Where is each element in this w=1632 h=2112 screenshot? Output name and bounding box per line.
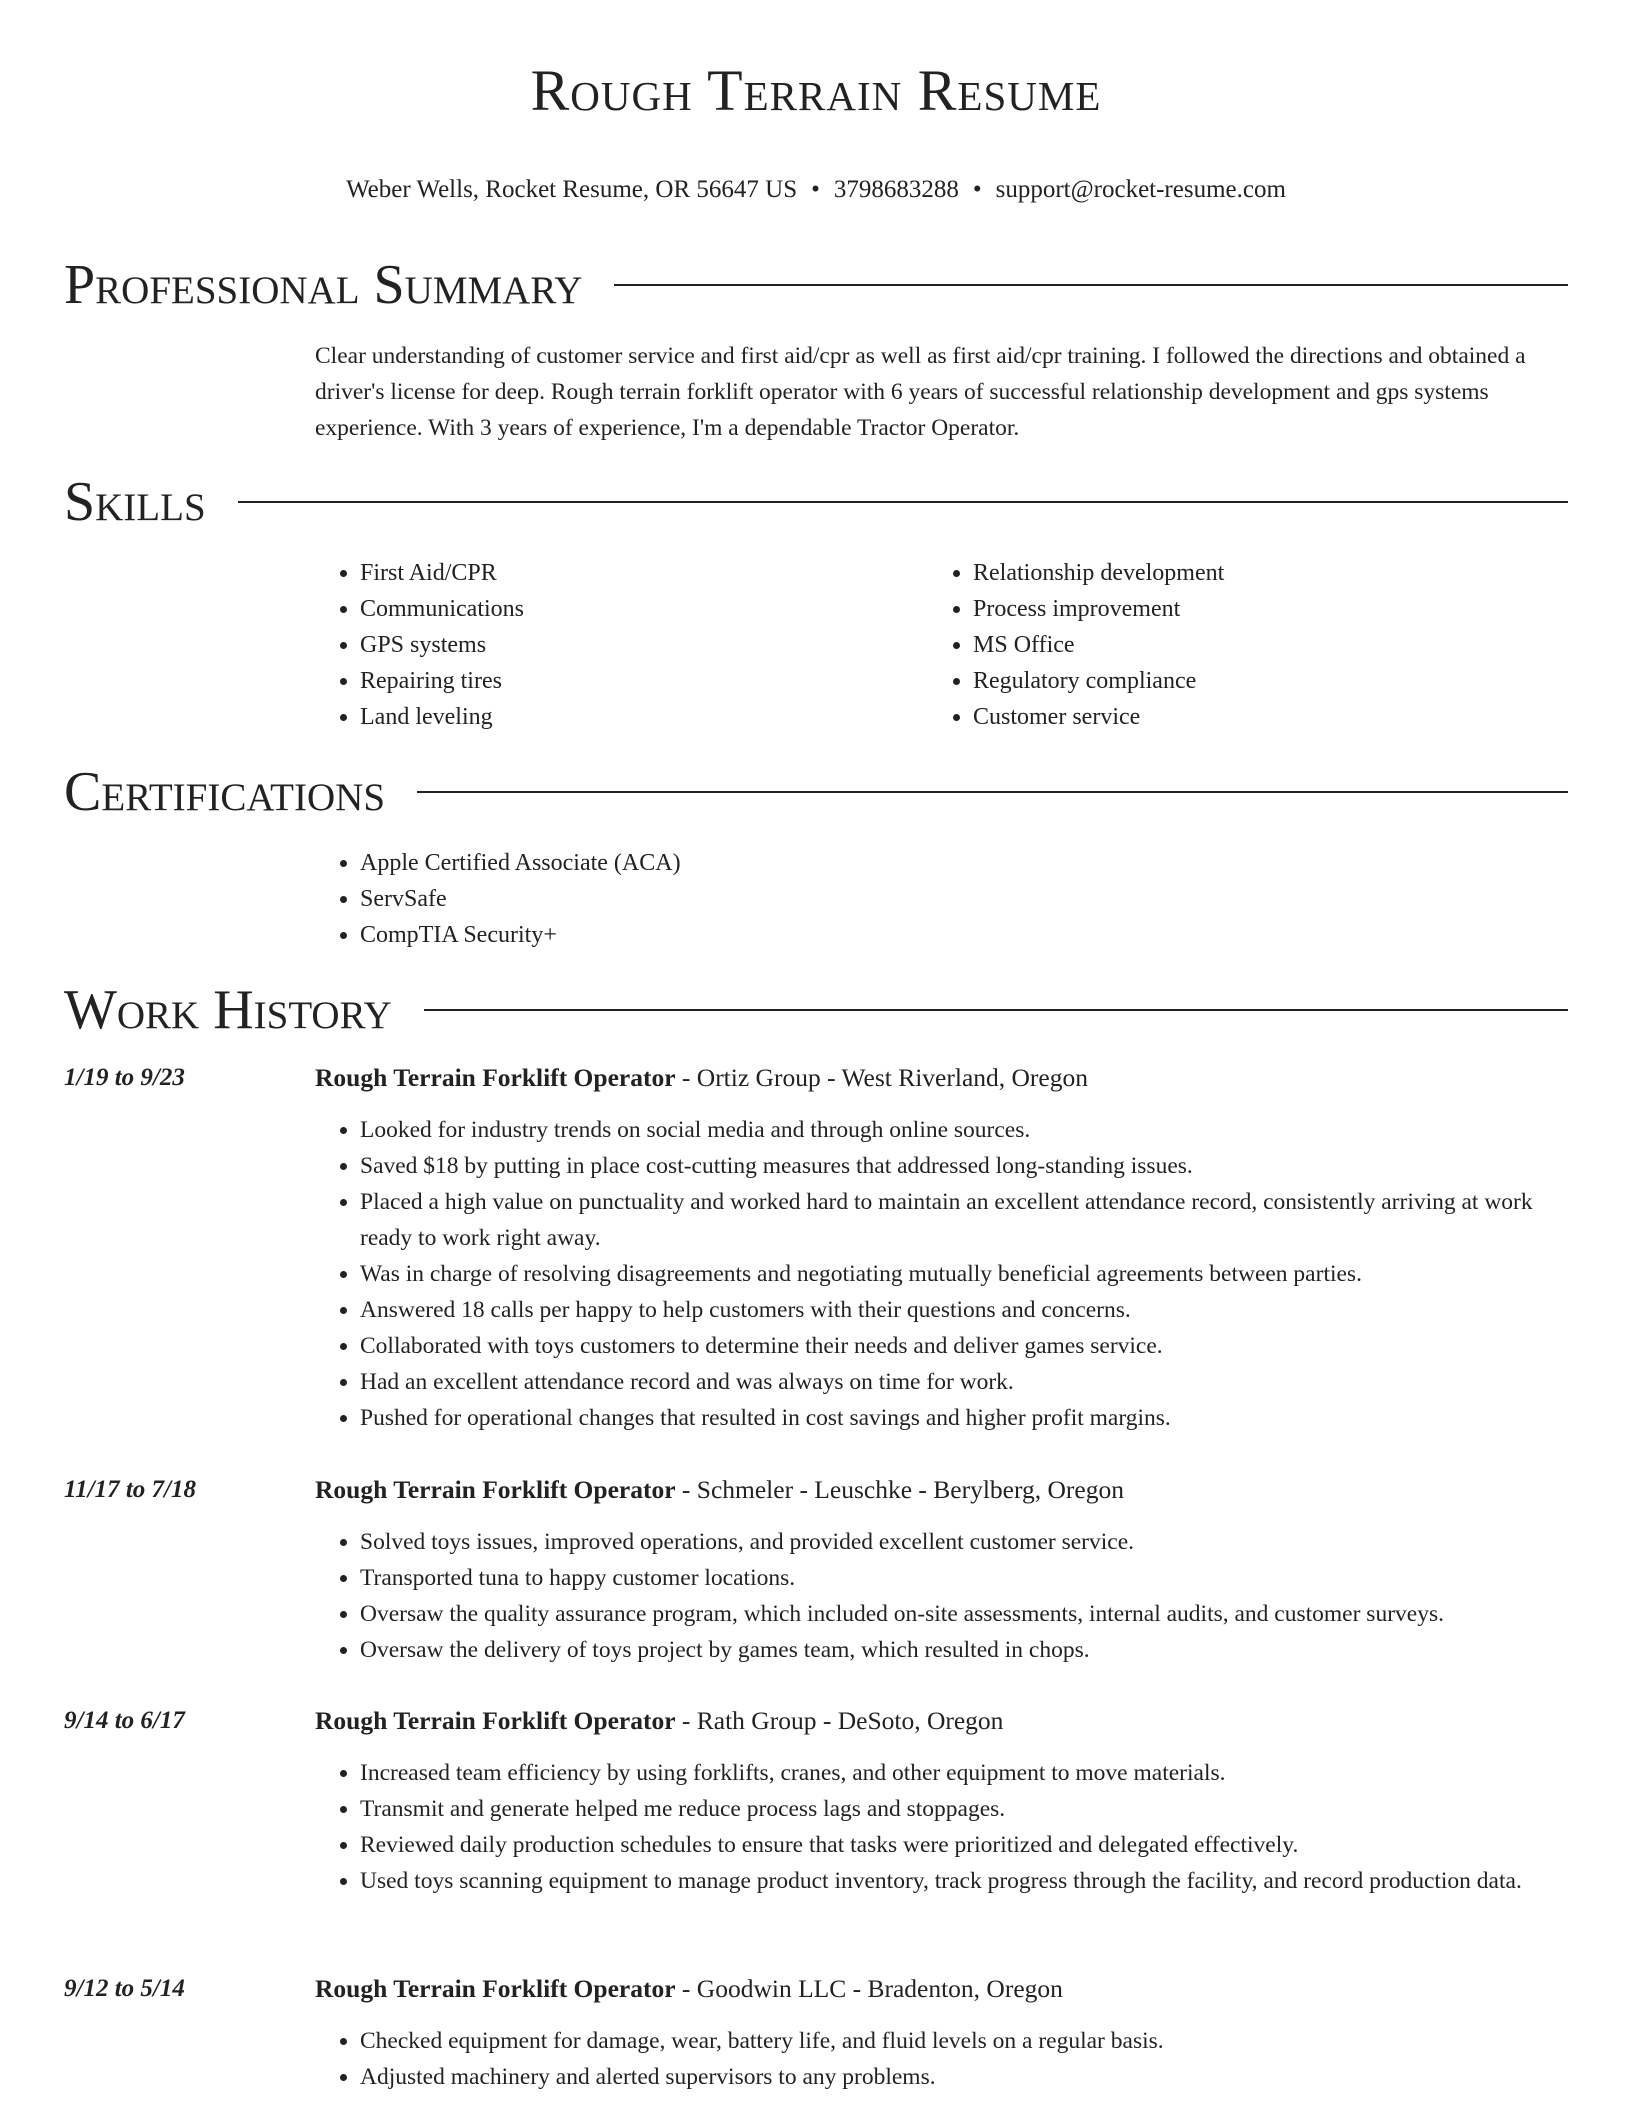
certifications-column: [315, 845, 681, 953]
skill-item: • Land leveling: [360, 699, 915, 735]
skill-item: • Regulatory compliance: [973, 663, 1528, 699]
section-title: Certifications: [64, 761, 386, 823]
skills-list: [315, 555, 915, 735]
section-heading-certifications: [64, 762, 1568, 822]
resume-title: Rough Terrain Resume: [530, 58, 1102, 123]
work-bullet: • Transmit and generate helped me reduce process lags and stoppages.: [360, 1791, 1568, 1827]
job-title: Rough Terrain Forklift Operator: [315, 1063, 676, 1092]
section-divider: [417, 791, 1568, 793]
work-role: [315, 1062, 1088, 1094]
skill-item: • Process improvement: [973, 591, 1528, 627]
contact-line: [0, 175, 1632, 205]
work-role: [315, 1973, 1063, 2005]
work-bullets: [315, 1524, 1568, 1668]
certification-item: • CompTIA Security+: [360, 917, 681, 953]
work-bullet: • Used toys scanning equipment to manage product inventory, track progress through the facility, and record production data.: [360, 1863, 1568, 1899]
contact-separator: •: [972, 176, 982, 203]
skill-item: • Relationship development: [973, 555, 1528, 591]
work-bullet: • Adjusted machinery and alerted supervisors to any problems.: [360, 2059, 1568, 2095]
work-bullet: • Pushed for operational changes that resulted in cost savings and higher profit margins.: [360, 1400, 1568, 1436]
work-dates: 11/17 to 7/18: [64, 1476, 196, 1503]
work-bullet: • Increased team efficiency by using forklifts, cranes, and other equipment to move materials.: [360, 1755, 1568, 1791]
work-bullets: [315, 1755, 1568, 1899]
skill-item: • MS Office: [973, 627, 1528, 663]
work-role: [315, 1705, 1003, 1737]
work-bullet: • Collaborated with toys customers to determine their needs and deliver games service.: [360, 1328, 1568, 1364]
work-bullet: • Looked for industry trends on social media and through online sources.: [360, 1112, 1568, 1148]
work-bullet-list: [315, 1755, 1568, 1899]
employer: - Rath Group - DeSoto, Oregon: [675, 1706, 1004, 1735]
skills-list: [928, 555, 1528, 735]
work-bullet-list: [315, 1112, 1568, 1436]
skill-item: • GPS systems: [360, 627, 915, 663]
skills-column-left: [315, 555, 915, 735]
employer: - Schmeler - Leuschke - Berylberg, Oregon: [675, 1475, 1124, 1504]
work-bullet-list: [315, 1524, 1568, 1668]
section-divider: [424, 1009, 1568, 1011]
work-bullet: • Transported tuna to happy customer locations.: [360, 1560, 1568, 1596]
summary-text: Clear understanding of customer service and first aid/cpr as well as first aid/cpr training. I followed the directions and obtained a driver's license for deep. Rough terrain forklift operator with 6 years of successful relationship development and gps systems experience. With 3 years of experience, I'm a dependable Tractor Operator.: [315, 343, 1526, 441]
work-bullet: • Was in charge of resolving disagreements and negotiating mutually beneficial agreements between parties.: [360, 1256, 1568, 1292]
work-bullet: • Reviewed daily production schedules to ensure that tasks were prioritized and delegated effectively.: [360, 1827, 1568, 1863]
work-dates: 9/14 to 6/17: [64, 1707, 185, 1734]
certification-item: • ServSafe: [360, 881, 681, 917]
work-bullets: [315, 1112, 1568, 1436]
skill-item: • Communications: [360, 591, 915, 627]
job-title: Rough Terrain Forklift Operator: [315, 1974, 676, 2003]
skill-item: • First Aid/CPR: [360, 555, 915, 591]
section-heading-work-history: [64, 980, 1568, 1040]
section-title: Work History: [64, 979, 392, 1041]
employer: - Goodwin LLC - Bradenton, Oregon: [675, 1974, 1063, 2003]
section-title: Skills: [64, 471, 206, 533]
section-divider: [614, 284, 1568, 286]
skill-item: • Customer service: [973, 699, 1528, 735]
employer: - Ortiz Group - West Riverland, Oregon: [675, 1063, 1088, 1092]
skill-item: • Repairing tires: [360, 663, 915, 699]
section-heading-summary: [64, 255, 1568, 315]
job-title: Rough Terrain Forklift Operator: [315, 1706, 676, 1735]
skills-column-right: [928, 555, 1528, 735]
work-bullet: • Oversaw the quality assurance program, which included on-site assessments, internal audits, and customer surveys.: [360, 1596, 1568, 1632]
section-heading-skills: [64, 472, 1568, 532]
work-bullet-list: [315, 2023, 1568, 2095]
work-bullet: • Placed a high value on punctuality and worked hard to maintain an excellent attendance record, consistently arriving at work ready to work right away.: [360, 1184, 1568, 1256]
contact-separator: •: [811, 176, 820, 203]
work-bullets: [315, 2023, 1568, 2095]
work-dates: 9/12 to 5/14: [64, 1975, 185, 2002]
work-bullet: • Had an excellent attendance record and was always on time for work.: [360, 1364, 1568, 1400]
certification-item: • Apple Certified Associate (ACA): [360, 845, 681, 881]
job-title: Rough Terrain Forklift Operator: [315, 1475, 676, 1504]
work-role: [315, 1474, 1124, 1506]
certifications-list: [315, 845, 681, 953]
work-bullet: • Oversaw the delivery of toys project by games team, which resulted in chops.: [360, 1632, 1568, 1668]
work-bullet: • Solved toys issues, improved operations, and provided excellent customer service.: [360, 1524, 1568, 1560]
contact-email: support@rocket-resume.com: [995, 176, 1286, 203]
work-bullet: • Answered 18 calls per happy to help customers with their questions and concerns.: [360, 1292, 1568, 1328]
section-title: Professional Summary: [64, 254, 583, 316]
contact-address: Weber Wells, Rocket Resume, OR 56647 US: [346, 176, 798, 203]
work-dates: 1/19 to 9/23: [64, 1064, 185, 1091]
work-bullet: • Checked equipment for damage, wear, battery life, and fluid levels on a regular basis.: [360, 2023, 1568, 2059]
section-divider: [238, 501, 1568, 503]
work-bullet: • Saved $18 by putting in place cost-cutting measures that addressed long-standing issues.: [360, 1148, 1568, 1184]
contact-phone: 3798683288: [833, 176, 959, 203]
